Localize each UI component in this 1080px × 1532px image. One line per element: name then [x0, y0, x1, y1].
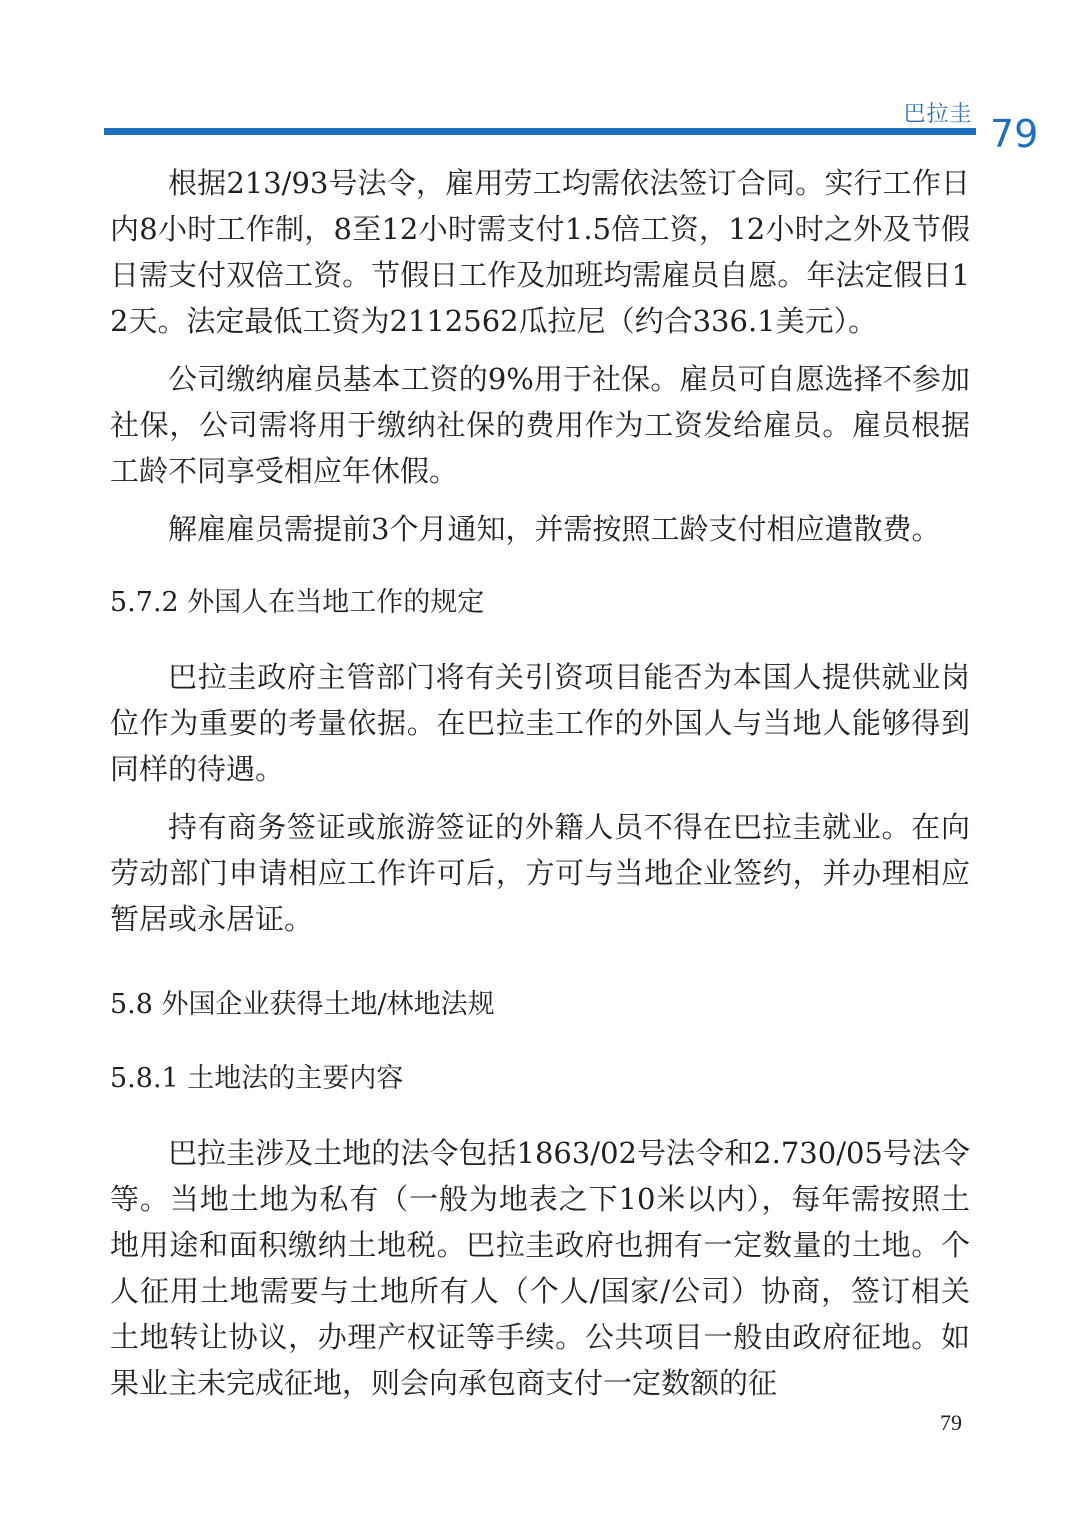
paragraph-dismissal: 解雇雇员需提前3个月通知，并需按照工龄支付相应遣散费。 — [168, 512, 941, 546]
paragraph-land-law: 巴拉圭涉及土地的法令包括1863/02号法令和2.730/05号法令等。当地土地为私有（一般为地表之下10米以内），每年需按照土地用途和面积缴纳土地税。巴拉圭政府也拥有一定数量的土地。个人征用土地需要与土地所有人（个人/国家/公司）协商，签订相关土地转让协议，办理产权证等手续。公共项目一般由政府征地。如果业主未完成征地，则会向承包商支付一定数额的征 — [110, 1136, 970, 1400]
page-body — [110, 160, 970, 1406]
footer-page-number: 79 — [940, 1410, 962, 1435]
header-rule — [104, 128, 976, 135]
header-page-number: 79 — [990, 112, 1039, 156]
paragraph-social-security: 公司缴纳雇员基本工资的9%用于社保。雇员可自愿选择不参加社保，公司需将用于缴纳社保的费用作为工资发给雇员。雇员根据工龄不同享受相应年休假。 — [110, 362, 970, 488]
section-heading-5-8-1: 5.8.1 土地法的主要内容 — [110, 1063, 404, 1094]
section-heading-5-8: 5.8 外国企业获得土地/林地法规 — [110, 989, 495, 1020]
running-header-country: 巴拉圭 — [903, 102, 973, 127]
paragraph-labor-contract: 根据213/93号法令，雇用劳工均需依法签订合同。实行工作日内8小时工作制，8至12小时需支付1.5倍工资，12小时之外及节假日需支付双倍工资。节假日工作及加班均需雇员自愿。年法定假日12天。法定最低工资为2112562瓜拉尼（约合336.1美元）。 — [110, 166, 970, 338]
section-heading-5-7-2: 5.7.2 外国人在当地工作的规定 — [110, 587, 485, 618]
paragraph-foreign-employment: 巴拉圭政府主管部门将有关引资项目能否为本国人提供就业岗位作为重要的考量依据。在巴拉圭工作的外国人与当地人能够得到同样的待遇。 — [110, 660, 970, 786]
paragraph-work-permit: 持有商务签证或旅游签证的外籍人员不得在巴拉圭就业。在向劳动部门申请相应工作许可后，方可与当地企业签约，并办理相应暂居或永居证。 — [110, 810, 970, 936]
